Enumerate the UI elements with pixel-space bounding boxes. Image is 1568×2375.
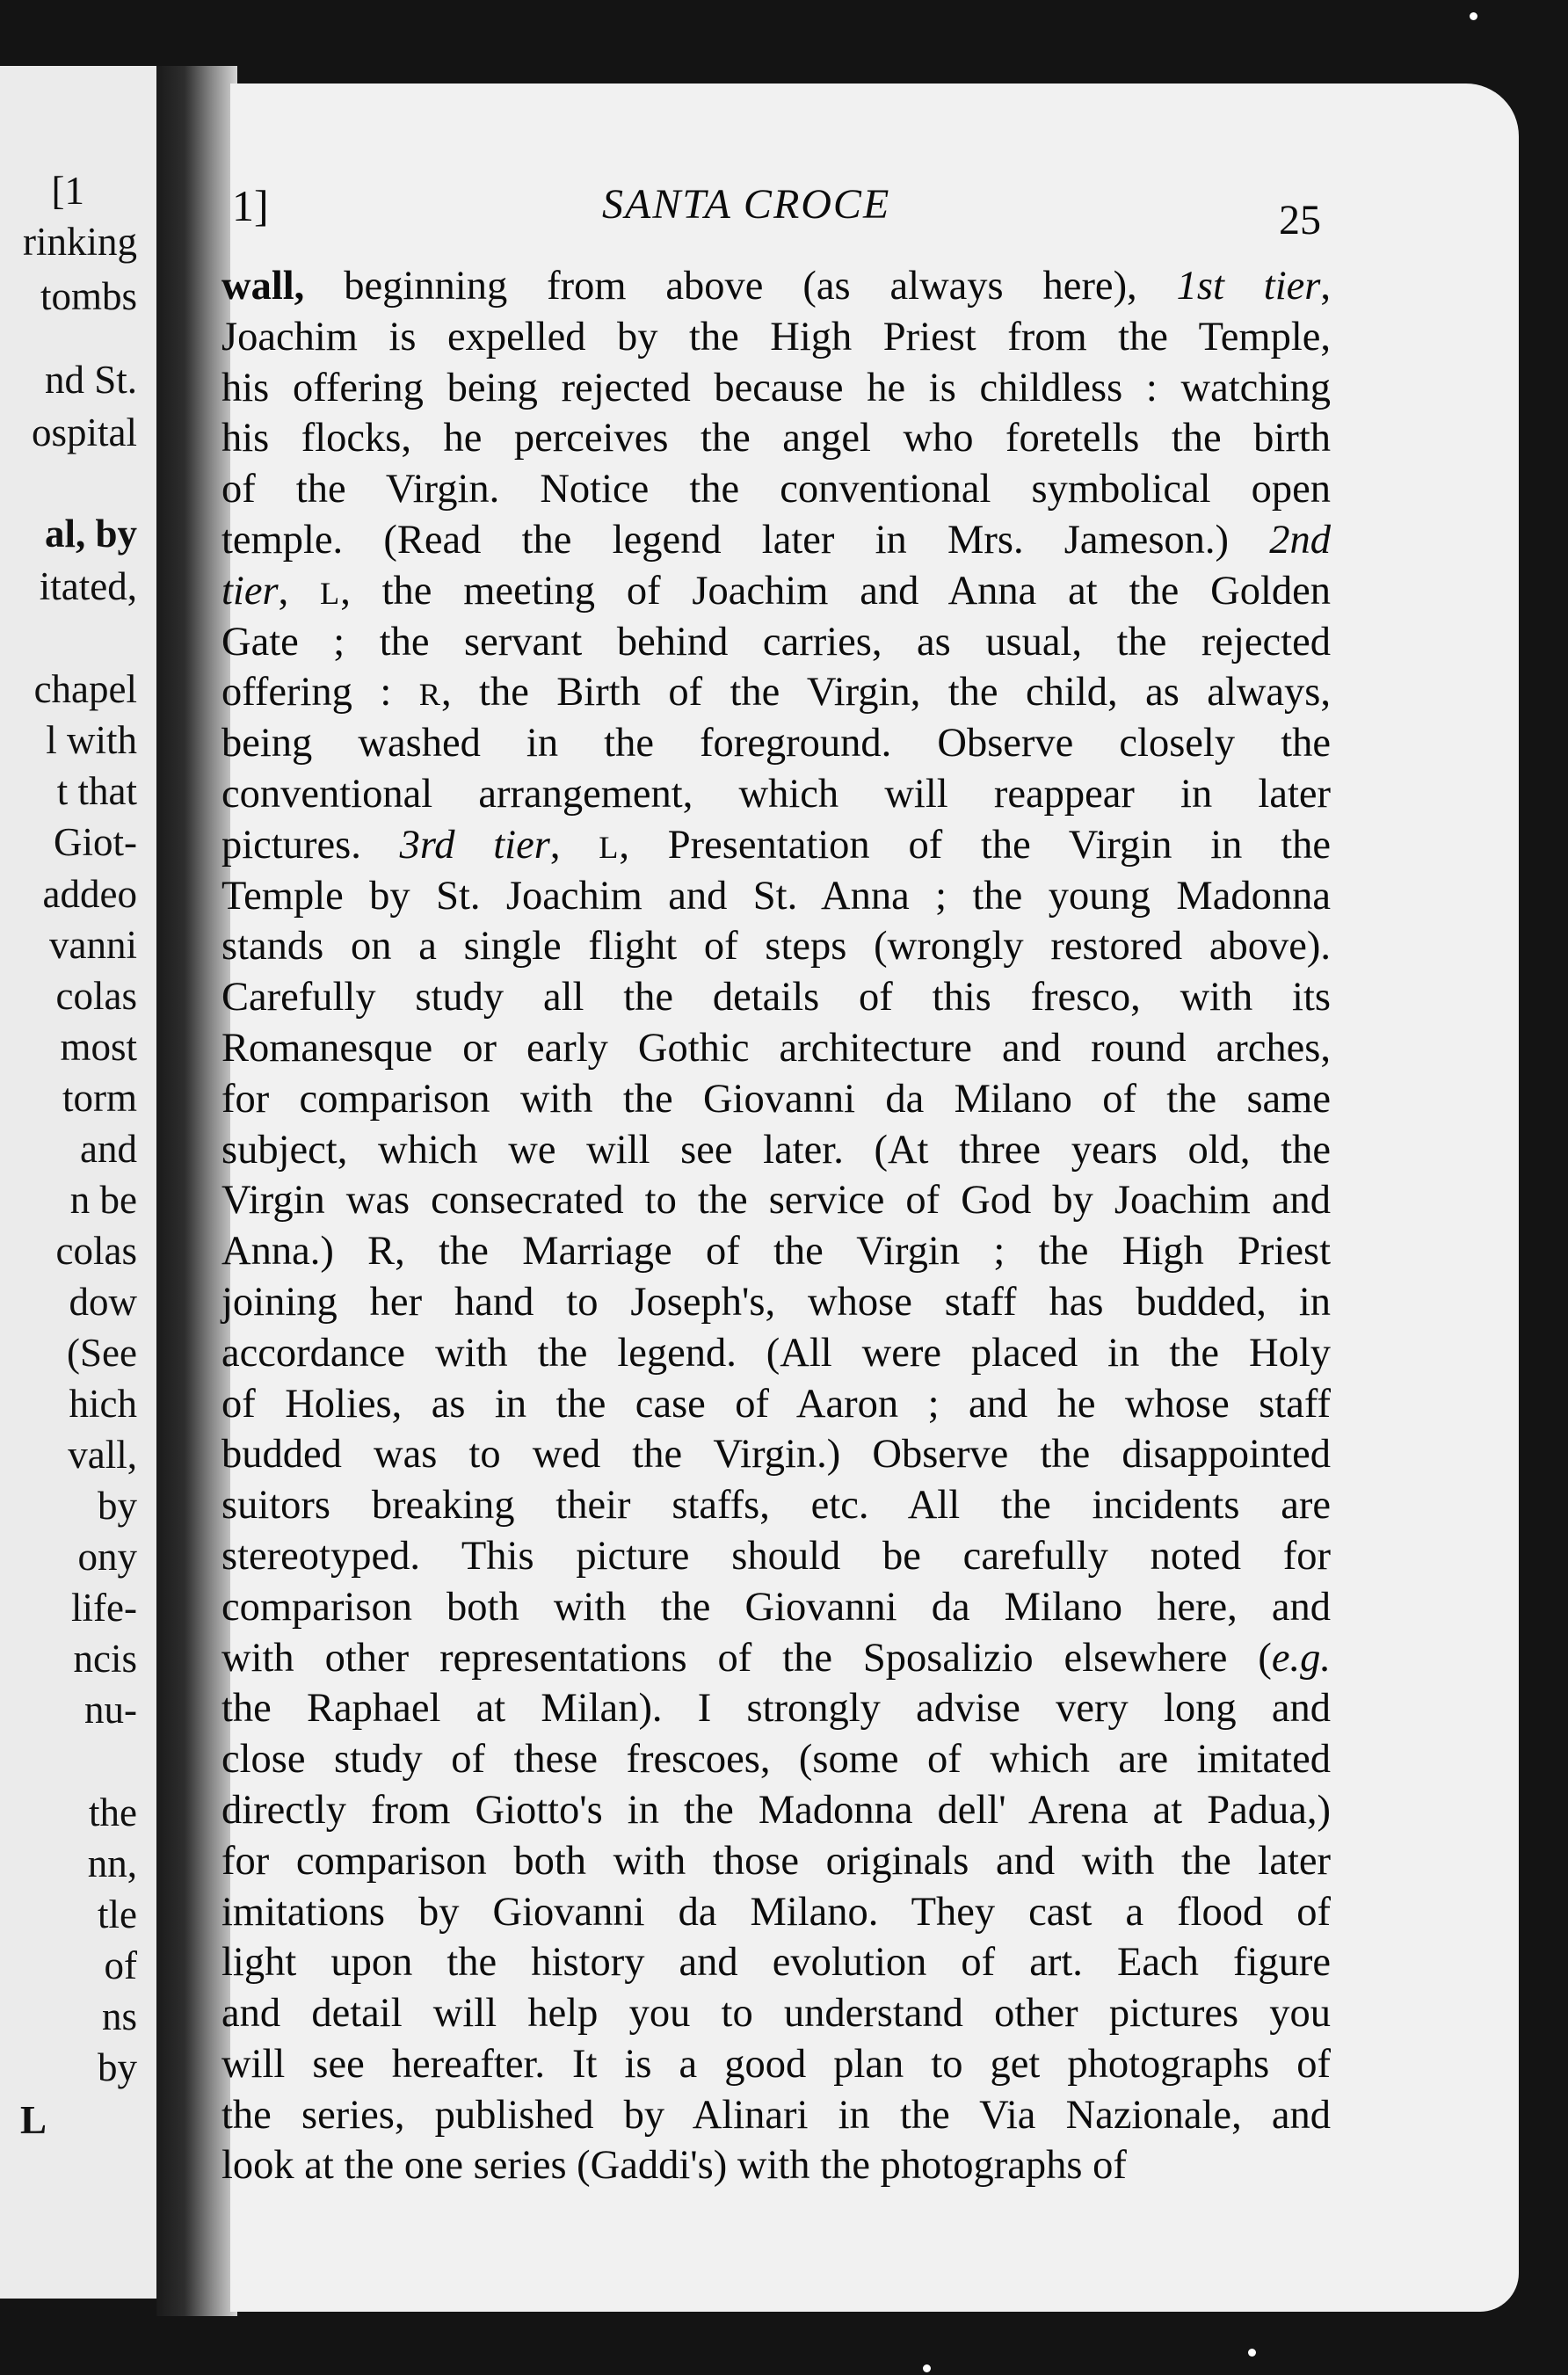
- text-line: light upon the history and evolution of art. Each figure: [221, 1940, 1331, 1986]
- page-body-text: [221, 261, 1331, 2191]
- text-line: Temple by St. Joachim and St. Anna ; the young Madonna: [221, 873, 1331, 919]
- text-line: of Holies, as in the case of Aaron ; and he whose staff: [221, 1381, 1331, 1427]
- text-line: imitations by Giovanni da Milano. They cast a flood of: [221, 1889, 1331, 1935]
- text-line: Joachim is expelled by the High Priest from the Temple,: [221, 314, 1331, 360]
- left-page-line: dow: [69, 1280, 137, 1324]
- left-page-line: vall,: [68, 1433, 137, 1477]
- left-page-line: ony: [77, 1535, 137, 1579]
- left-page-line: vanni: [49, 923, 137, 967]
- left-page-line: colas: [55, 974, 137, 1018]
- left-page-line: nd St.: [44, 358, 137, 402]
- text-line: for comparison with the Giovanni da Milano of the same: [221, 1076, 1331, 1122]
- text-line: the series, published by Alinari in the Via Nazionale, and: [221, 2092, 1331, 2138]
- text-line: comparison both with the Giovanni da Milano here, and: [221, 1584, 1331, 1630]
- text-line: wall, beginning from above (as always here), 1st tier,: [221, 264, 1331, 309]
- text-line: his offering being rejected because he is childless : watching: [221, 365, 1331, 410]
- left-page-line: L: [19, 2098, 47, 2142]
- running-header: [0, 180, 1568, 242]
- scan-speck: [1470, 12, 1477, 20]
- left-page-line: itated,: [39, 564, 137, 608]
- left-page-line: life-: [71, 1586, 137, 1630]
- text-line: tier, L, the meeting of Joachim and Anna at the Golden: [221, 568, 1332, 614]
- text-line: subject, which we will see later. (At three years old, the: [221, 1127, 1331, 1173]
- text-line: of the Virgin. Notice the conventional symbolical open: [221, 467, 1331, 512]
- text-line: temple. (Read the legend later in Mrs. Jameson.) 2nd: [221, 517, 1331, 563]
- text-line: will see hereafter. It is a good plan to get photographs of: [221, 2041, 1331, 2087]
- page-number: 25: [1279, 197, 1321, 243]
- text-line: budded was to wed the Virgin.) Observe the disappointed: [221, 1432, 1331, 1478]
- text-line: directly from Giotto's in the Madonna dell' Arena at Padua,): [221, 1787, 1331, 1833]
- left-page-line: n be: [69, 1178, 137, 1222]
- left-page-line: of: [104, 1943, 137, 1987]
- text-line: being washed in the foreground. Observe closely the: [221, 721, 1331, 766]
- text-line: and detail will help you to understand other pictures you: [221, 1991, 1331, 2037]
- text-line: stereotyped. This picture should be carefully noted for: [221, 1533, 1331, 1579]
- left-page-line: hich: [69, 1382, 137, 1426]
- left-page-line: the: [89, 1790, 137, 1834]
- left-page-bracket: [1: [51, 169, 84, 213]
- left-page-line: torm: [62, 1076, 137, 1120]
- text-line: look at the one series (Gaddi's) with the photographs of: [221, 2143, 1127, 2189]
- text-line: suitors breaking their staffs, etc. All the incidents are: [221, 1483, 1331, 1529]
- text-line: Carefully study all the details of this fresco, with its: [221, 975, 1331, 1020]
- left-page-line: nn,: [87, 1841, 137, 1885]
- left-page-line: most: [60, 1025, 137, 1069]
- text-line: joining her hand to Joseph's, whose staff has budded, in: [221, 1279, 1331, 1325]
- text-line: offering : R, the Birth of the Virgin, the child, as always,: [221, 670, 1332, 715]
- left-page-line: tle: [98, 1892, 137, 1936]
- text-line: accordance with the legend. (All were placed in the Holy: [221, 1330, 1331, 1376]
- text-line: Anna.) R, the Marriage of the Virgin ; the High Priest: [221, 1229, 1331, 1275]
- left-page-line: and: [80, 1127, 137, 1171]
- chapter-marker: 1]: [232, 181, 269, 230]
- left-page-line: al, by: [44, 512, 137, 556]
- left-page-line: Giot-: [54, 820, 137, 864]
- left-page-line: colas: [55, 1229, 137, 1273]
- text-line: for comparison both with those originals and with the later: [221, 1838, 1331, 1884]
- left-page-line: ncis: [73, 1637, 137, 1681]
- left-page-line: (See: [67, 1331, 137, 1375]
- text-line: Virgin was consecrated to the service of God by Joachim and: [221, 1178, 1331, 1224]
- left-page-line: addeo: [42, 872, 137, 916]
- text-line: the Raphael at Milan). I strongly advise very long and: [221, 1686, 1331, 1732]
- left-page-line: ns: [101, 1994, 137, 2038]
- text-line: with other representations of the Sposalizio elsewhere (e.g.: [221, 1635, 1331, 1681]
- left-page-line: l with: [46, 718, 137, 762]
- text-line: close study of these frescoes, (some of which are imitated: [221, 1737, 1331, 1783]
- scan-speck: [923, 2364, 931, 2372]
- text-line: his flocks, he perceives the angel who foretells the birth: [221, 416, 1331, 461]
- text-line: stands on a single flight of steps (wrongly restored above).: [221, 924, 1331, 970]
- text-line: Romanesque or early Gothic architecture and round arches,: [221, 1025, 1331, 1071]
- left-page-line: by: [98, 1484, 137, 1528]
- running-title: SANTA CROCE: [602, 181, 891, 228]
- text-line: pictures. 3rd tier, L, Presentation of the Virgin in the: [221, 822, 1332, 868]
- left-page-line: nu-: [84, 1688, 137, 1732]
- left-page-fragment: [0, 66, 156, 2299]
- left-page-line: ospital: [32, 410, 137, 454]
- left-page-line: tombs: [40, 274, 137, 318]
- scan-speck: [1248, 2349, 1256, 2357]
- left-page-line: chapel: [33, 667, 137, 711]
- text-line: conventional arrangement, which will reappear in later: [221, 771, 1331, 817]
- left-page-line: t that: [56, 769, 137, 813]
- left-page-line: rinking: [23, 220, 137, 264]
- left-page-line: by: [98, 2045, 137, 2089]
- text-line: Gate ; the servant behind carries, as usual, the rejected: [221, 619, 1331, 665]
